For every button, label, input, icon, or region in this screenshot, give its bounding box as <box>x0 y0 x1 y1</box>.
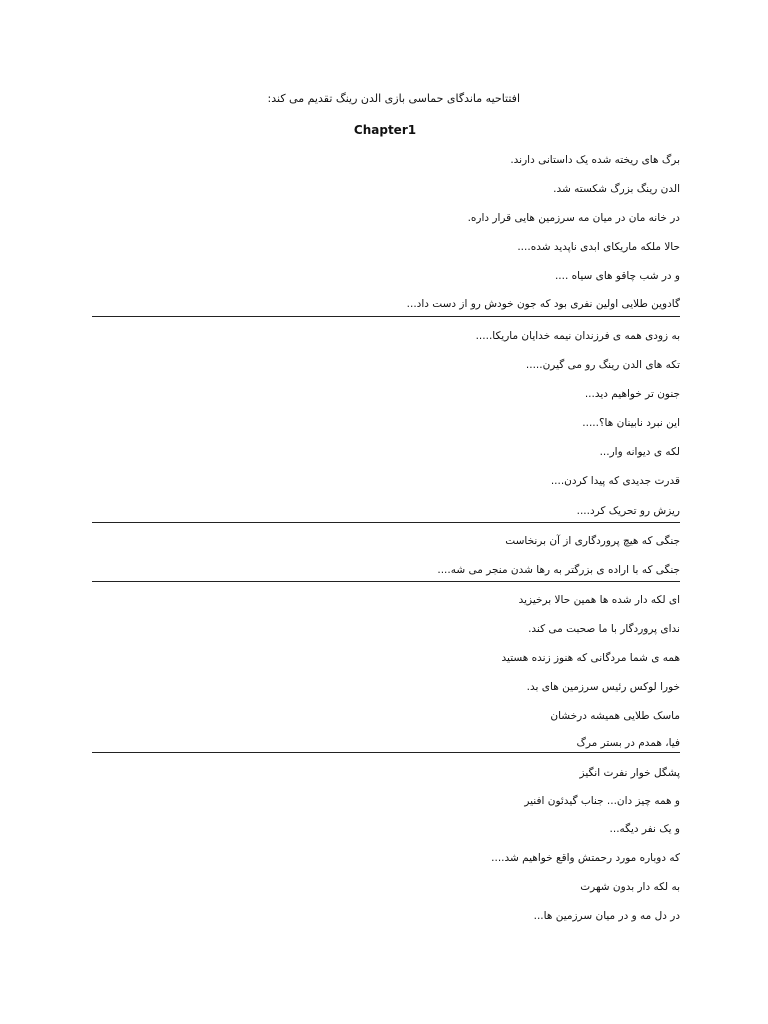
text-line: پشگل خوار نفرت انگیز <box>579 767 680 779</box>
text-line: در خانه مان در میان مه سرزمین هایی قرار داره. <box>467 212 680 224</box>
text-line: و یک نفر دیگه... <box>609 823 680 835</box>
text-line: ریزش رو تحریک کرد.... <box>576 505 680 517</box>
text-line: ندای پروردگار با ما صحبت می کند. <box>528 623 680 635</box>
text-line: لکه ی دیوانه وار... <box>599 446 680 458</box>
chapter-title: Chapter1 <box>353 123 417 137</box>
text-line: به لکه دار بدون شهرت <box>580 881 680 893</box>
text-line: ای لکه دار شده ها همین حالا برخیزید <box>518 594 680 606</box>
text-line: جنون تر خواهیم دید... <box>584 388 680 400</box>
text-line: جنگی که هیچ پروردگاری از آن برنخاست <box>505 535 680 547</box>
text-line: فیا، همدم در بستر مرگ <box>576 737 680 749</box>
divider-line <box>92 522 680 523</box>
text-line: ماسک طلایی همیشه درخشان <box>550 710 680 722</box>
text-line: که دوباره مورد رحمتش واقع خواهیم شد.... <box>491 852 680 864</box>
text-line: و در شب چاقو های سیاه .... <box>554 270 680 282</box>
divider-line <box>92 752 680 753</box>
text-line: به زودی همه ی فرزندان نیمه خدایان ماریکا..... <box>475 330 680 342</box>
text-line: حالا ملکه ماریکای ابدی ناپدید شده.... <box>517 241 680 253</box>
text-line: الدن رینگ بزرگ شکسته شد. <box>553 183 680 195</box>
text-line: در دل مه و در میان سرزمین ها... <box>533 910 680 922</box>
text-line: جنگی که با اراده ی بزرگتر به رها شدن منجر می شه.... <box>437 564 680 576</box>
divider-line <box>92 316 680 317</box>
text-line: تکه های الدن رینگ رو می گیرن..... <box>525 359 680 371</box>
text-line: قدرت جدیدی که پیدا کردن.... <box>550 475 680 487</box>
divider-line <box>92 581 680 582</box>
text-line: خورا لوکس رئیس سرزمین های بد. <box>526 681 680 693</box>
document-heading: افتتاحیه ماندگای حماسی بازی الدن رینگ تقدیم می کند: <box>267 92 520 105</box>
text-line: برگ های ریخته شده یک داستانی دارند. <box>510 154 680 166</box>
text-line: و همه چیز دان... جناب گیدئون افنیر <box>524 795 680 807</box>
text-line: همه ی شما مردگانی که هنوز زنده هستید <box>501 652 680 664</box>
text-line: این نبرد نابینان ها؟..... <box>582 417 680 429</box>
text-line: گادوین طلایی اولین نفری بود که جون خودش رو از دست داد... <box>406 298 680 310</box>
